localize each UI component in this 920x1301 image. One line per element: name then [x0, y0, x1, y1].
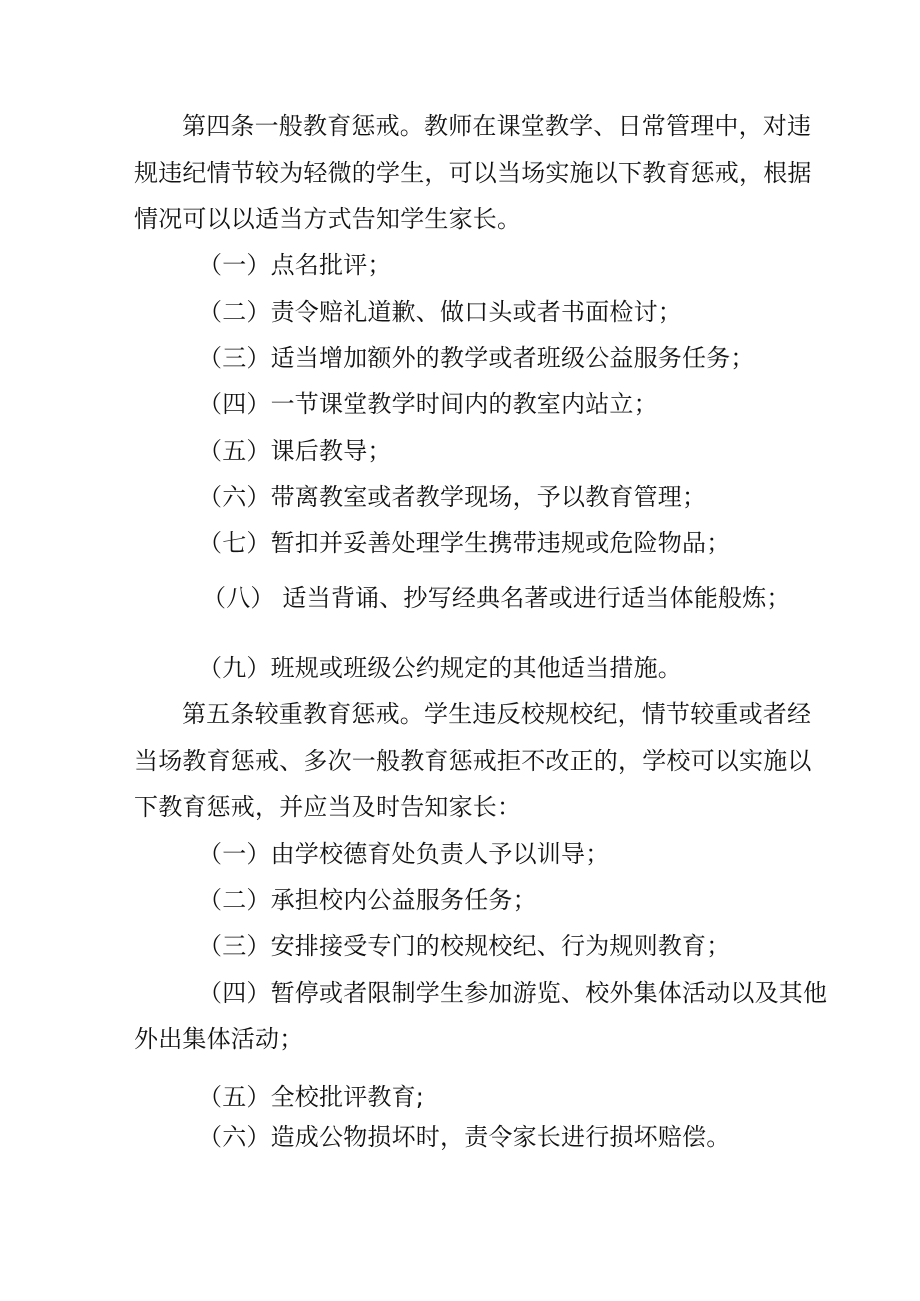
article5-line-3: 下教育惩戒，并应当及时告知家长： [134, 793, 522, 821]
article5-line-2: 当场教育惩戒、多次一般教育惩戒拒不改正的，学校可以实施以 [134, 747, 812, 775]
article4-item-1: （一）点名批评； [198, 251, 392, 279]
article4-item-2: （二）责令赔礼道歉、做口头或者书面检讨； [198, 298, 682, 326]
article4-item-6: （六）带离教室或者教学现场，予以教育管理； [198, 483, 707, 511]
article4-item-3: （三）适当增加额外的教学或者班级公益服务任务； [198, 344, 755, 372]
article5-item-4-cont: 外出集体活动； [134, 1025, 304, 1053]
article5-item-5: （五）全校批评教育; [198, 1083, 425, 1111]
article4-item-4: （四）一节课堂教学时间内的教室内站立； [198, 390, 658, 418]
article4-item-5: （五）课后教导； [198, 437, 392, 465]
article4-line-1: 第四条一般教育惩戒。教师在课堂教学、日常管理中，对违 [182, 112, 812, 140]
article5-item-3: （三）安排接受专门的校规校纪、行为规则教育； [198, 932, 731, 960]
article5-item-6: （六）造成公物损坏时，责令家长进行损坏赔偿。 [198, 1123, 731, 1151]
article4-item-7: （七）暂扣并妥善处理学生携带违规或危险物品； [198, 529, 731, 557]
article5-item-4: （四）暂停或者限制学生参加游览、校外集体活动以及其他 [198, 979, 828, 1007]
article5-item-2: （二）承担校内公益服务任务； [198, 886, 537, 914]
article4-line-3: 情况可以以适当方式告知学生家长。 [134, 205, 522, 233]
article4-item-8: （八） 适当背诵、抄写经典名著或进行适当体能般炼； [202, 584, 791, 612]
article4-item-9: （九）班规或班级公约规定的其他适当措施。 [198, 654, 682, 682]
article4-line-2: 规违纪情节较为轻微的学生，可以当场实施以下教育惩戒，根据 [134, 159, 812, 187]
article5-line-1: 第五条较重教育惩戒。学生违反校规校纪，情节较重或者经 [182, 700, 812, 728]
article5-item-1: （一）由学校德育处负责人予以训导； [198, 840, 610, 868]
